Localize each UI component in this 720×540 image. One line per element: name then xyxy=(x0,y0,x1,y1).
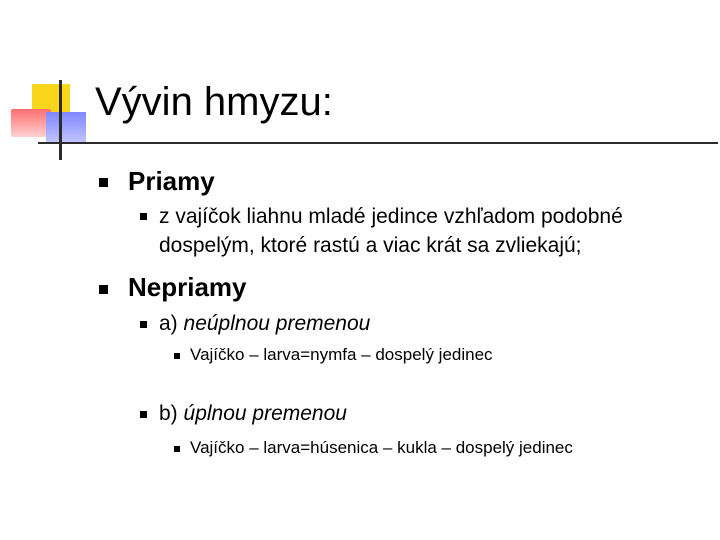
title-ornament-vertical-line xyxy=(59,80,62,160)
title-ornament-blue-square xyxy=(46,112,86,144)
option-a-detail: Vajíčko – larva=nymfa – dospelý jedinec xyxy=(190,345,493,364)
option-b-prefix: b) xyxy=(159,402,184,425)
option-a-prefix: a) xyxy=(159,312,184,335)
square-bullet-icon xyxy=(140,411,147,418)
square-bullet-icon xyxy=(140,321,147,328)
square-bullet-icon xyxy=(140,213,147,220)
bullet-priamy: Priamy xyxy=(128,166,215,196)
bullet-nepriamy: Nepriamy xyxy=(128,272,247,302)
option-a-label: neúplnou premenou xyxy=(183,312,371,335)
square-bullet-icon xyxy=(174,353,180,359)
option-b-label: úplnou premenou xyxy=(183,402,347,425)
square-bullet-icon xyxy=(99,285,108,294)
title-ornament-red-square xyxy=(11,109,51,137)
nepriamy-option-b xyxy=(159,399,347,429)
square-bullet-icon xyxy=(99,178,108,187)
priamy-description-line2: dospelým, ktoré rastú a viac krát sa zvliekajú; xyxy=(159,234,582,257)
priamy-description-line1: z vajíčok liahnu mladé jedince vzhľadom podobné xyxy=(159,205,623,228)
option-b-detail: Vajíčko – larva=húsenica – kukla – dospelý jedinec xyxy=(190,438,573,457)
title-underline xyxy=(38,142,718,144)
slide-title: Vývin hmyzu: xyxy=(95,80,333,124)
square-bullet-icon xyxy=(174,446,180,452)
nepriamy-option-a xyxy=(159,309,370,339)
